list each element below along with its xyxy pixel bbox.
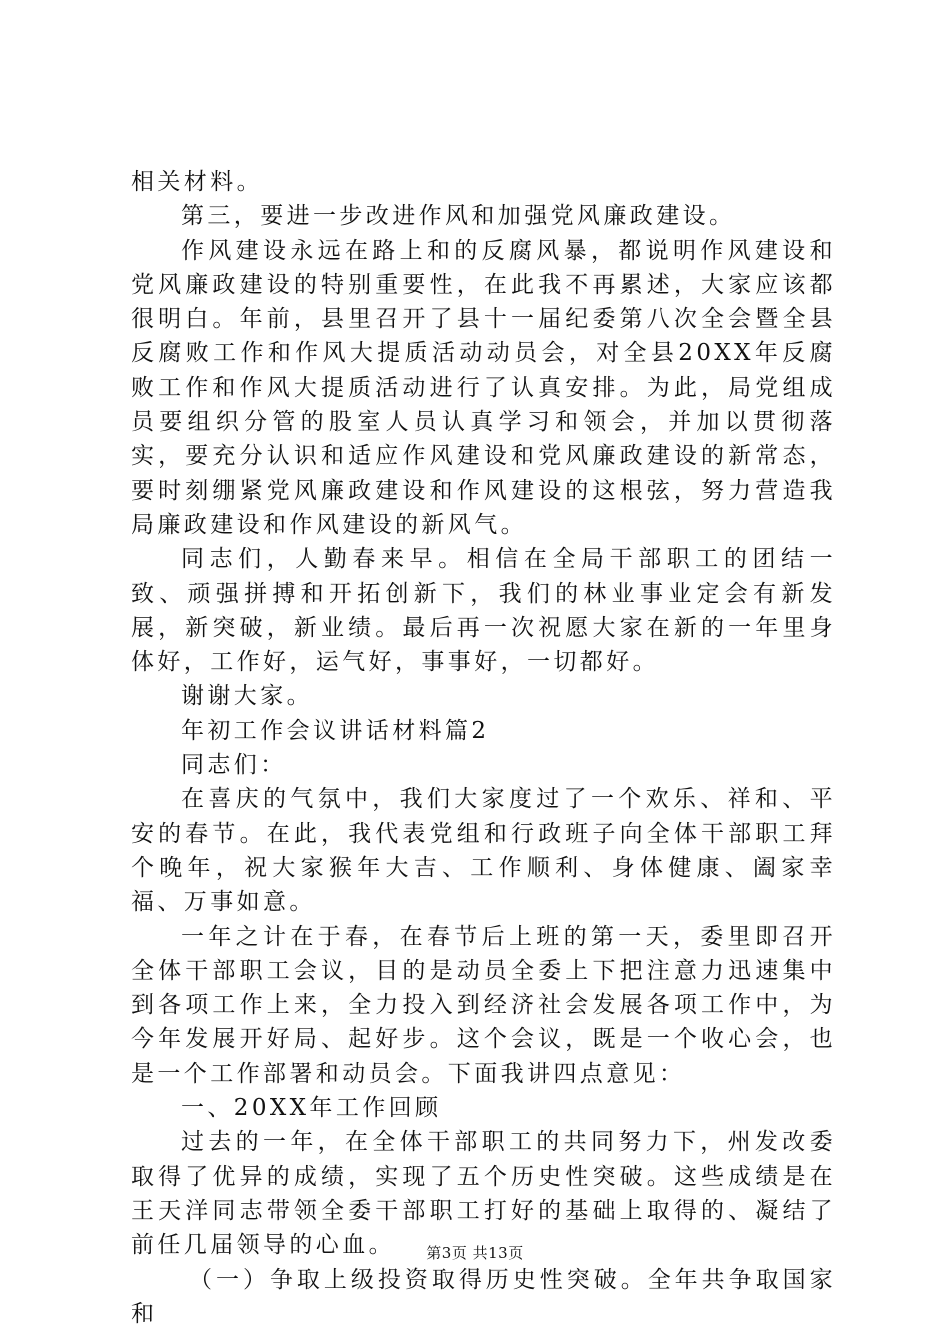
paragraph-1: 相关材料。 xyxy=(131,169,263,195)
document-body xyxy=(131,165,836,1331)
paragraph-8: 在喜庆的气氛中，我们大家度过了一个欢乐、祥和、平安的春节。在此，我代表党组和行政班子向全体干部职工拜个晚年，祝大家猴年大吉、工作顺利、身体健康、阖家幸福、万事如意。 xyxy=(131,786,836,916)
paragraph-11: 过去的一年，在全体干部职工的共同努力下，州发改委取得了优异的成绩，实现了五个历史性突破。这些成绩是在王天洋同志带领全委干部职工打好的基础上取得的、凝结了前任几届领导的心血。 xyxy=(131,1129,836,1259)
paragraph-12: （一）争取上级投资取得历史性突破。全年共争取国家和 xyxy=(131,1266,836,1327)
paragraph-5: 谢谢大家。 xyxy=(181,683,313,710)
paragraph-3: 作风建设永远在路上和的反腐风暴，都说明作风建设和党风廉政建设的特别重要性，在此我不再累述，大家应该都很明白。年前，县里召开了县十一届纪委第八次全会暨全县反腐败工作和作风大提质活动动员会，对全县20XX年反腐败工作和作风大提质活动进行了认真安排。为此，局党组成员要组织分管的股室人员认真学习和领会，并加以贯彻落实，要充分认识和适应作风建设和党风廉政建设的新常态，要时刻绷紧党风廉政建设和作风建设的这根弦，努力营造我局廉政建设和作风建设的新风气。 xyxy=(131,237,836,538)
paragraph-2: 第三，要进一步改进作风和加强党风廉政建设。 xyxy=(181,203,736,230)
page-number-footer: 第3页 共13页 xyxy=(426,1244,524,1262)
paragraph-4: 同志们，人勤春来早。相信在全局干部职工的团结一致、顽强拼搏和开拓创新下，我们的林业事业定会有新发展，新突破，新业绩。最后再一次祝愿大家在新的一年里身体好，工作好，运气好，事事好，一切都好。 xyxy=(131,546,836,676)
paragraph-9: 一年之计在于春，在春节后上班的第一天，委里即召开全体干部职工会议，目的是动员全委上下把注意力迅速集中到各项工作上来，全力投入到经济社会发展各项工作中，为今年发展开好局、起好步。这个会议，既是一个收心会，也是一个工作部署和动员会。下面我讲四点意见： xyxy=(131,923,836,1087)
salutation: 同志们： xyxy=(181,752,287,779)
section-heading: 年初工作会议讲话材料篇2 xyxy=(181,717,490,744)
subsection-heading: 一、20XX年工作回顾 xyxy=(181,1095,442,1122)
